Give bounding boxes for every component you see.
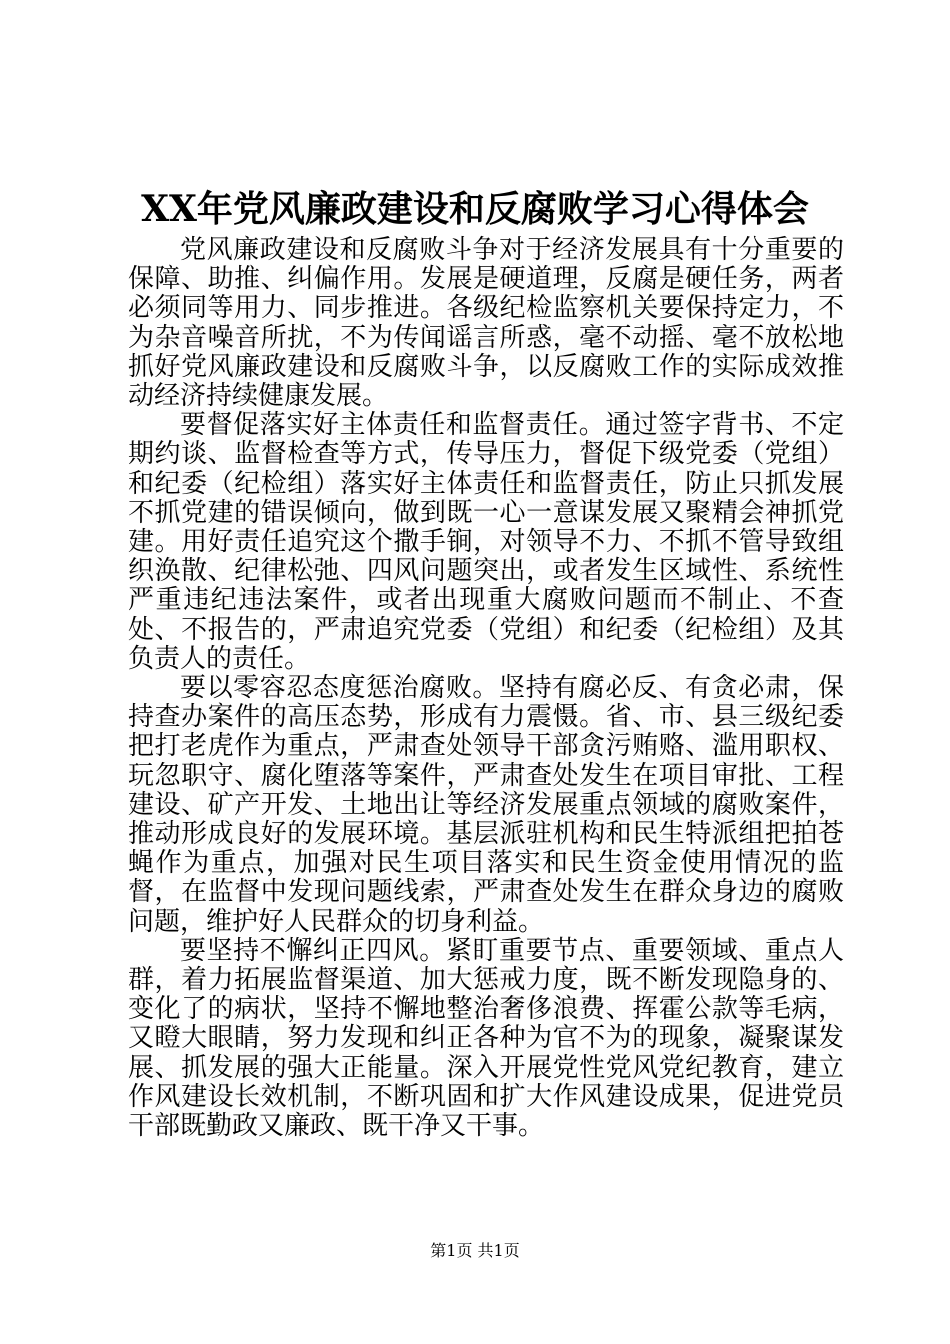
page-footer: 第1页 共1页 <box>430 1241 520 1260</box>
document-title: XX年党风廉政建设和反腐败学习心得体会 <box>141 188 809 230</box>
document-body <box>128 236 844 1141</box>
paragraph-2: 要督促落实好主体责任和监督责任。通过签字背书、不定期约谈、监督检查等方式，传导压力，督促下级党委（党组）和纪委（纪检组）落实好主体责任和监督责任，防止只抓发展不抓党建的错误倾向，做到既一心一意谋发展又聚精会神抓党建。用好责任追究这个撒手锏，对领导不力、不抓不管导致组织涣散、纪律松弛、四风问题突出，或者发生区域性、系统性严重违纪违法案件，或者出现重大腐败问题而不制止、不查处、不报告的，严肃追究党委（党组）和纪委（纪检组）及其负责人的责任。 <box>128 410 844 674</box>
paragraph-1: 党风廉政建设和反腐败斗争对于经济发展具有十分重要的保障、助推、纠偏作用。发展是硬道理，反腐是硬任务，两者必须同等用力、同步推进。各级纪检监察机关要保持定力，不为杂音噪音所扰，不为传闻谣言所惑，毫不动摇、毫不放松地抓好党风廉政建设和反腐败斗争，以反腐败工作的实际成效推动经济持续健康发展。 <box>128 235 844 412</box>
paragraph-3: 要以零容忍态度惩治腐败。坚持有腐必反、有贪必肃，保持查办案件的高压态势，形成有力震慑。省、市、县三级纪委把打老虎作为重点，严肃查处领导干部贪污贿赂、滥用职权、玩忽职守、腐化堕落等案件，严肃查处发生在项目审批、工程建设、矿产开发、土地出让等经济发展重点领域的腐败案件，推动形成良好的发展环境。基层派驻机构和民生特派组把拍苍蝇作为重点，加强对民生项目落实和民生资金使用情况的监督，在监督中发现问题线索，严肃查处发生在群众身边的腐败问题，维护好人民群众的切身利益。 <box>128 673 844 937</box>
paragraph-4: 要坚持不懈纠正四风。紧盯重要节点、重要领域、重点人群，着力拓展监督渠道、加大惩戒力度，既不断发现隐身的、变化了的病状，坚持不懈地整治奢侈浪费、挥霍公款等毛病，又瞪大眼睛，努力发现和纠正各种为官不为的现象，凝聚谋发展、抓发展的强大正能量。深入开展党性党风党纪教育，建立作风建设长效机制，不断巩固和扩大作风建设成果，促进党员干部既勤政又廉政、既干净又干事。 <box>128 935 844 1142</box>
